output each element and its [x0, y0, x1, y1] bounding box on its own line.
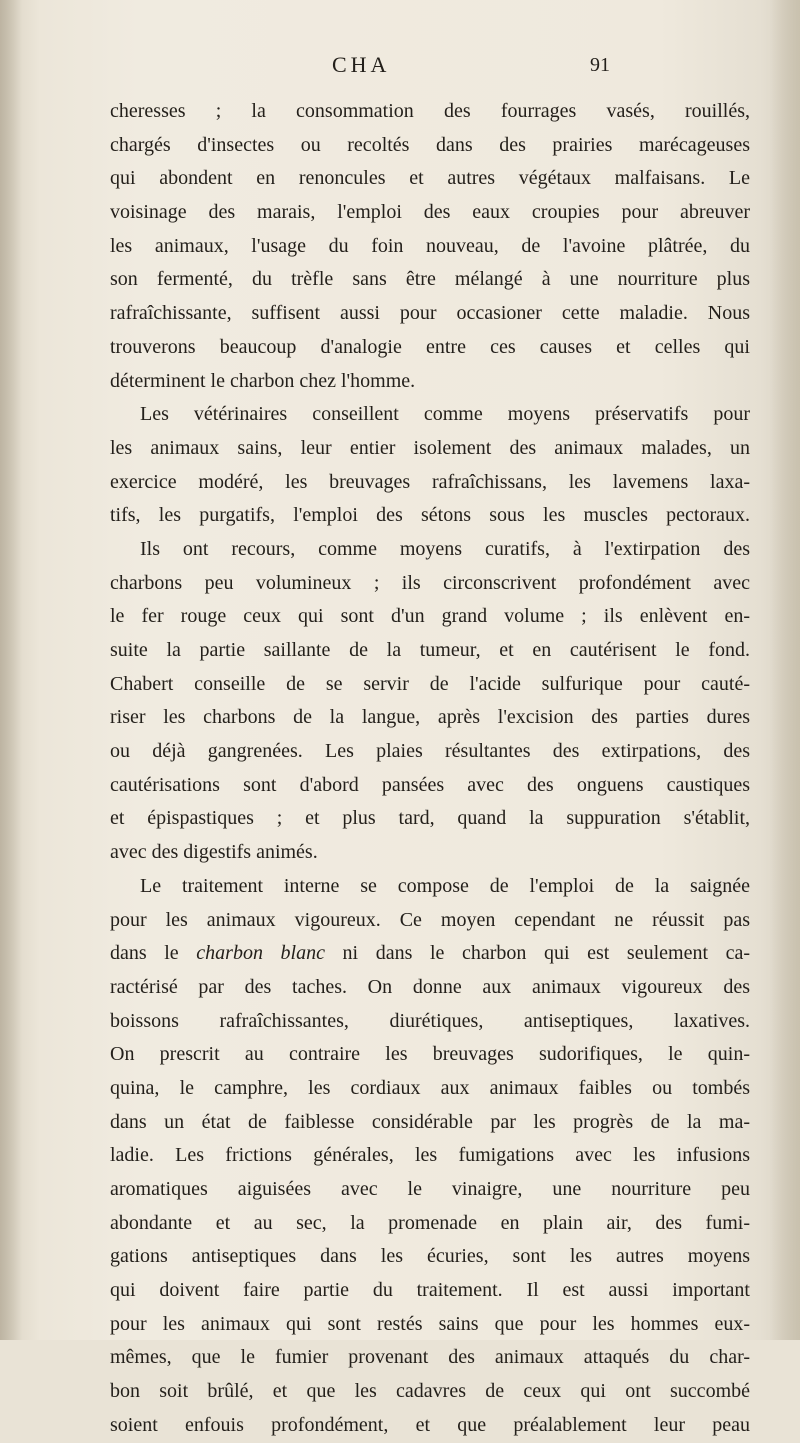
text-line-content: bon soit brûlé, et que les cadavres de ceux qui ont succombé — [110, 1380, 750, 1403]
text-line-content: le fer rouge ceux qui sont d'un grand volume ; ils enlèvent en- — [110, 605, 750, 628]
text-line — [110, 466, 750, 500]
text-line — [110, 1274, 750, 1308]
text-line-content: les animaux, l'usage du foin nouveau, de l'avoine plâtrée, du — [110, 234, 750, 257]
text-line-content: cheresses ; la consommation des fourrages vasés, rouillés, — [110, 100, 750, 122]
text-line — [110, 533, 750, 567]
text-line-content: trouverons beaucoup d'analogie entre ces causes et celles qui — [110, 335, 750, 358]
text-line — [110, 971, 750, 1005]
running-head-title: CHA — [332, 52, 391, 77]
text-line-content: rafraîchissante, suffisent aussi pour occasioner cette maladie. Nous — [110, 302, 750, 325]
text-line-content: soient enfouis profondément, et que préalablement leur peau — [110, 1413, 750, 1436]
text-line-content: tifs, les purgatifs, l'emploi des sétons sous les muscles pectoraux. — [110, 504, 750, 527]
text-line-content: riser les charbons de la langue, après l'excision des parties dures — [110, 706, 750, 729]
text-line-content: qui abondent en renoncules et autres végétaux malfaisans. Le — [110, 167, 750, 190]
text-line-content: Le traitement interne se compose de l'emploi de la saignée — [140, 874, 750, 897]
text-line-content: On prescrit au contraire les breuvages sudorifiques, le quin- — [110, 1043, 750, 1066]
text-line — [110, 1038, 750, 1072]
text-line-content: boissons rafraîchissantes, diurétiques, antiseptiques, laxatives. — [110, 1009, 750, 1032]
text-line-content: pour les animaux vigoureux. Ce moyen cependant ne réussit pas — [110, 908, 750, 931]
text-line-content: Chabert conseille de se servir de l'acide sulfurique pour cauté- — [110, 672, 750, 695]
text-line-content: Ils ont recours, comme moyens curatifs, à l'extirpation des — [140, 537, 750, 560]
text-line — [110, 634, 750, 668]
text-line — [110, 1106, 750, 1140]
text-line — [110, 870, 750, 904]
text-line — [110, 1139, 750, 1173]
text-line — [110, 95, 750, 129]
text-line-content: abondante et au sec, la promenade en plain air, des fumi- — [110, 1211, 750, 1234]
text-line — [110, 701, 750, 735]
text-line — [110, 331, 750, 365]
running-head — [90, 52, 770, 92]
text-line-content: cautérisations sont d'abord pansées avec des onguens caustiques — [110, 773, 750, 796]
text-line — [110, 1072, 750, 1106]
text-line — [110, 1005, 750, 1039]
text-line-content: ou déjà gangrenées. Les plaies résultantes des extirpations, des — [110, 740, 750, 763]
text-line — [110, 1341, 750, 1375]
text-line-content: aromatiques aiguisées avec le vinaigre, une nourriture peu — [110, 1178, 750, 1200]
text-line — [110, 1409, 750, 1443]
text-line-content: dans le — [110, 942, 197, 965]
text-line — [110, 1375, 750, 1409]
text-line — [110, 499, 750, 533]
text-line — [110, 567, 750, 601]
text-line — [110, 297, 750, 331]
text-line-content: son fermenté, du trèfle sans être mélangé à une nourriture plus — [110, 268, 750, 291]
text-line — [110, 398, 750, 432]
text-line-content: exercice modéré, les breuvages rafraîchissans, les lavemens laxa- — [110, 470, 750, 493]
text-line-content: gations antiseptiques dans les écuries, sont les autres moyens — [110, 1245, 750, 1268]
text-line — [110, 129, 750, 163]
text-line-content: et épispastiques ; et plus tard, quand la suppuration s'établit, — [110, 807, 750, 830]
text-line-content: pour les animaux qui sont restés sains que pour les hommes eux- — [110, 1312, 750, 1335]
binding-gutter-shadow — [0, 0, 22, 1340]
text-line-content: déterminent le charbon chez l'homme. — [110, 369, 416, 392]
text-line — [110, 1240, 750, 1274]
text-line-content: charbons peu volumineux ; ils circonscrivent profondément avec — [110, 571, 750, 594]
page-edge-shadow — [770, 0, 800, 1340]
text-line-content: avec des digestifs animés. — [110, 841, 318, 864]
text-line — [110, 1308, 750, 1342]
text-line — [110, 196, 750, 230]
text-line-content: ractérisé par des taches. On donne aux animaux vigoureux des — [110, 975, 750, 998]
text-line — [110, 802, 750, 836]
text-line — [110, 668, 750, 702]
text-line — [110, 836, 750, 870]
text-line — [110, 365, 750, 399]
text-line — [110, 937, 750, 971]
text-line-content: dans un état de faiblesse considérable par les progrès de la ma- — [110, 1110, 750, 1133]
italic-term: charbon blanc — [196, 942, 325, 965]
text-line — [110, 1207, 750, 1241]
text-line-content: ladie. Les frictions générales, les fumigations avec les infusions — [110, 1144, 750, 1167]
page-number: 91 — [590, 54, 610, 76]
text-line-content: mêmes, que le fumier provenant des animaux attaqués du char- — [110, 1346, 750, 1369]
text-line — [110, 1173, 750, 1207]
text-line — [110, 735, 750, 769]
text-line — [110, 263, 750, 297]
text-line — [110, 904, 750, 938]
text-line-continuation: ni dans le charbon qui est seulement ca- — [324, 942, 751, 965]
text-line-content: les animaux sains, leur entier isolement des animaux malades, un — [110, 436, 750, 459]
text-line-content: Les vétérinaires conseillent comme moyens préservatifs pour — [140, 403, 750, 426]
text-line — [110, 230, 750, 264]
text-line — [110, 432, 750, 466]
text-line-content: voisinage des marais, l'emploi des eaux croupies pour abreuver — [110, 201, 750, 224]
text-line — [110, 162, 750, 196]
text-line — [110, 769, 750, 803]
text-line-content: qui doivent faire partie du traitement. Il est aussi important — [110, 1279, 750, 1302]
text-line-content: quina, le camphre, les cordiaux aux animaux faibles ou tombés — [110, 1076, 750, 1099]
text-line-content: chargés d'insectes ou recoltés dans des prairies marécageuses — [110, 133, 750, 156]
text-line-content: suite la partie saillante de la tumeur, et en cautérisent le fond. — [110, 639, 750, 661]
text-line — [110, 600, 750, 634]
body-text — [110, 95, 750, 1443]
